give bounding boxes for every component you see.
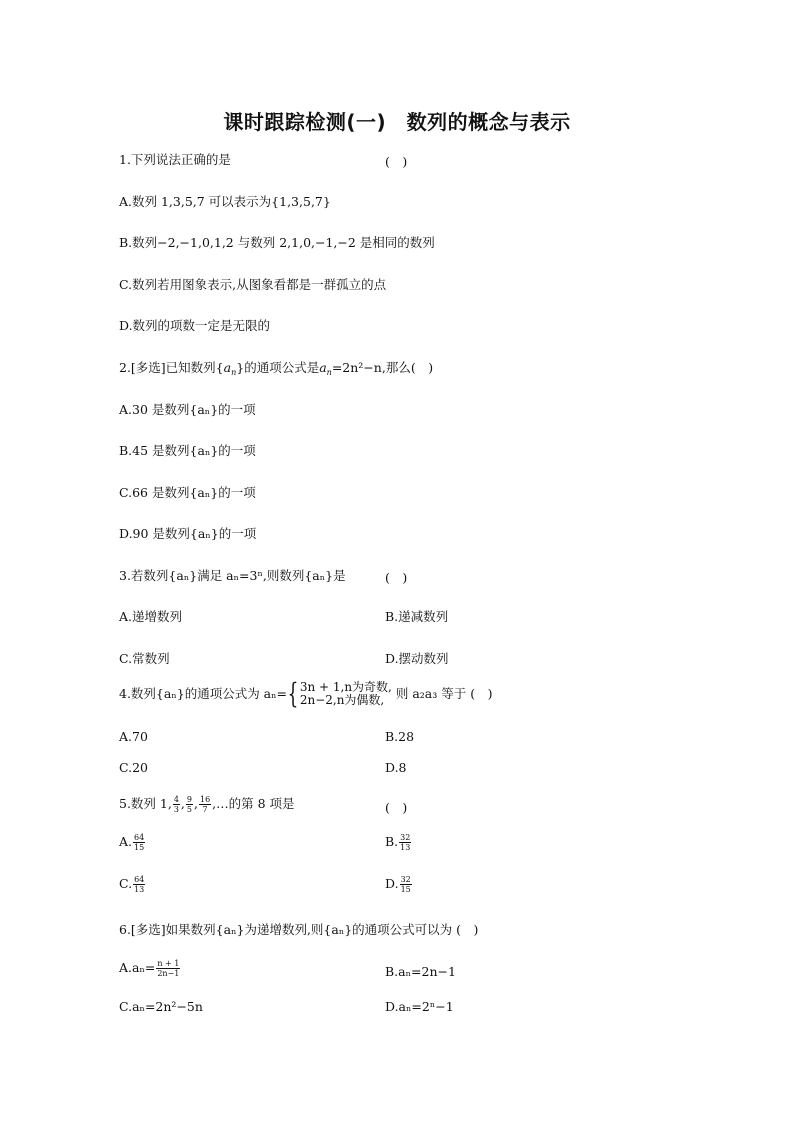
q2-stem-mid: }的通项公式是 — [236, 360, 320, 375]
q3-option-a: A.递增数列 — [119, 609, 183, 624]
q1-option-b: B.数列−2,−1,0,1,2 与数列 2,1,0,−1,−2 是相同的数列 — [119, 235, 435, 250]
q3-stem: 3.若数列{aₙ}满足 aₙ=3ⁿ,则数列{aₙ}是 — [119, 568, 346, 583]
q4-piecewise — [300, 681, 392, 707]
fraction-numerator: 32 — [400, 833, 411, 842]
fraction-denominator: 5 — [186, 805, 192, 814]
q6-option-a — [119, 958, 181, 978]
q5-option-c — [119, 874, 146, 894]
option-fraction — [156, 959, 180, 978]
q5-fraction-3 — [199, 795, 211, 814]
fraction-numerator: 64 — [134, 833, 145, 842]
page-title: 课时跟踪检测(一) 数列的概念与表示 — [223, 110, 571, 134]
q2-stem-prefix: 2.[多选]已知数列{ — [119, 360, 224, 375]
q4-case-odd: 3n + 1,n为奇数, — [299, 680, 392, 694]
q5-option-b — [385, 832, 412, 852]
option-label: D. — [385, 876, 399, 891]
q1-answer-paren: ( ) — [385, 154, 408, 169]
q4-option-b: B.28 — [385, 729, 415, 744]
q3-option-b: B.递减数列 — [385, 609, 449, 624]
option-label: B. — [385, 834, 399, 849]
fraction-numerator: 16 — [199, 795, 211, 804]
option-label: A.aₙ= — [119, 960, 156, 975]
fraction-numerator: 9 — [186, 795, 192, 804]
q3-option-c: C.常数列 — [119, 651, 170, 666]
fraction-numerator: n + 1 — [157, 959, 180, 968]
q5-answer-paren: ( ) — [385, 800, 408, 815]
q5-stem: 5.数列 1, $\frac{4}{3}$ , $\frac{9}{5}$ , $\frac{16}{7}$ ,…的第 8 项是 — [119, 795, 295, 814]
q5-option-a — [119, 832, 146, 852]
q4-stem — [119, 677, 493, 710]
q3-option-d: D.摆动数列 — [385, 651, 449, 666]
q4-case-even: 2n−2,n为偶数, — [299, 693, 385, 707]
q3-answer-paren: ( ) — [385, 570, 408, 585]
option-label: A. — [119, 834, 133, 849]
q2-option-c: C.66 是数列{aₙ}的一项 — [119, 485, 256, 500]
option-label: C. — [119, 876, 133, 891]
q2-option-a: A.30 是数列{aₙ}的一项 — [119, 402, 256, 417]
q4-option-a: A.70 — [119, 729, 148, 744]
q1-stem: 1.下列说法正确的是 — [119, 152, 231, 167]
q2-option-d: D.90 是数列{aₙ}的一项 — [119, 526, 257, 541]
q5-fraction-1 — [173, 795, 180, 814]
fraction-numerator: 4 — [173, 795, 179, 804]
q5-option-d — [385, 874, 413, 894]
q6-stem: 6.[多选]如果数列{aₙ}为递增数列,则{aₙ}的通项公式可以为 ( ) — [119, 922, 479, 937]
fraction-numerator: 64 — [134, 875, 145, 884]
cases-brace: { — [287, 677, 299, 710]
q5-stem-prefix: 5.数列 1, — [119, 796, 172, 811]
option-fraction — [133, 875, 145, 894]
option-fraction — [399, 833, 411, 852]
q4-stem-prefix: 4.数列{aₙ}的通项公式为 aₙ= — [119, 686, 287, 701]
q2-option-b: B.45 是数列{aₙ}的一项 — [119, 443, 256, 458]
fraction-denominator: 13 — [400, 843, 411, 852]
fraction-denominator: 7 — [202, 805, 208, 814]
fraction-numerator: 32 — [400, 875, 411, 884]
fraction-denominator: 13 — [134, 885, 145, 894]
q1-option-d: D.数列的项数一定是无限的 — [119, 318, 271, 333]
q5-stem-suffix: ,…的第 8 项是 — [212, 796, 295, 811]
fraction-denominator: 15 — [400, 885, 411, 894]
option-fraction — [133, 833, 145, 852]
q2-stem: 2.[多选]已知数列$\{a_n\}$的通项公式是$a_n=2n^2-n$,那么( ) — [119, 360, 434, 377]
q4-stem-suffix: 则 a₂a₃ 等于 ( ) — [391, 686, 493, 701]
q1-option-c: C.数列若用图象表示,从图象看都是一群孤立的点 — [119, 277, 387, 292]
fraction-denominator: 2n−1 — [157, 969, 180, 978]
q4-option-d: D.8 — [385, 760, 407, 775]
q6-option-b: B.aₙ=2n−1 — [385, 964, 456, 979]
q1-option-a: A.数列 1,3,5,7 可以表示为{1,3,5,7} — [119, 194, 331, 209]
option-fraction — [400, 875, 412, 894]
q6-option-c: C.aₙ=2n²−5n — [119, 999, 203, 1014]
q5-fraction-2 — [186, 795, 193, 814]
fraction-denominator: 3 — [173, 805, 179, 814]
q2-stem-formula: =2n²−n,那么( ) — [331, 360, 434, 375]
q4-option-c: C.20 — [119, 760, 148, 775]
q6-option-d: D.aₙ=2ⁿ−1 — [385, 999, 454, 1014]
fraction-denominator: 15 — [134, 843, 145, 852]
